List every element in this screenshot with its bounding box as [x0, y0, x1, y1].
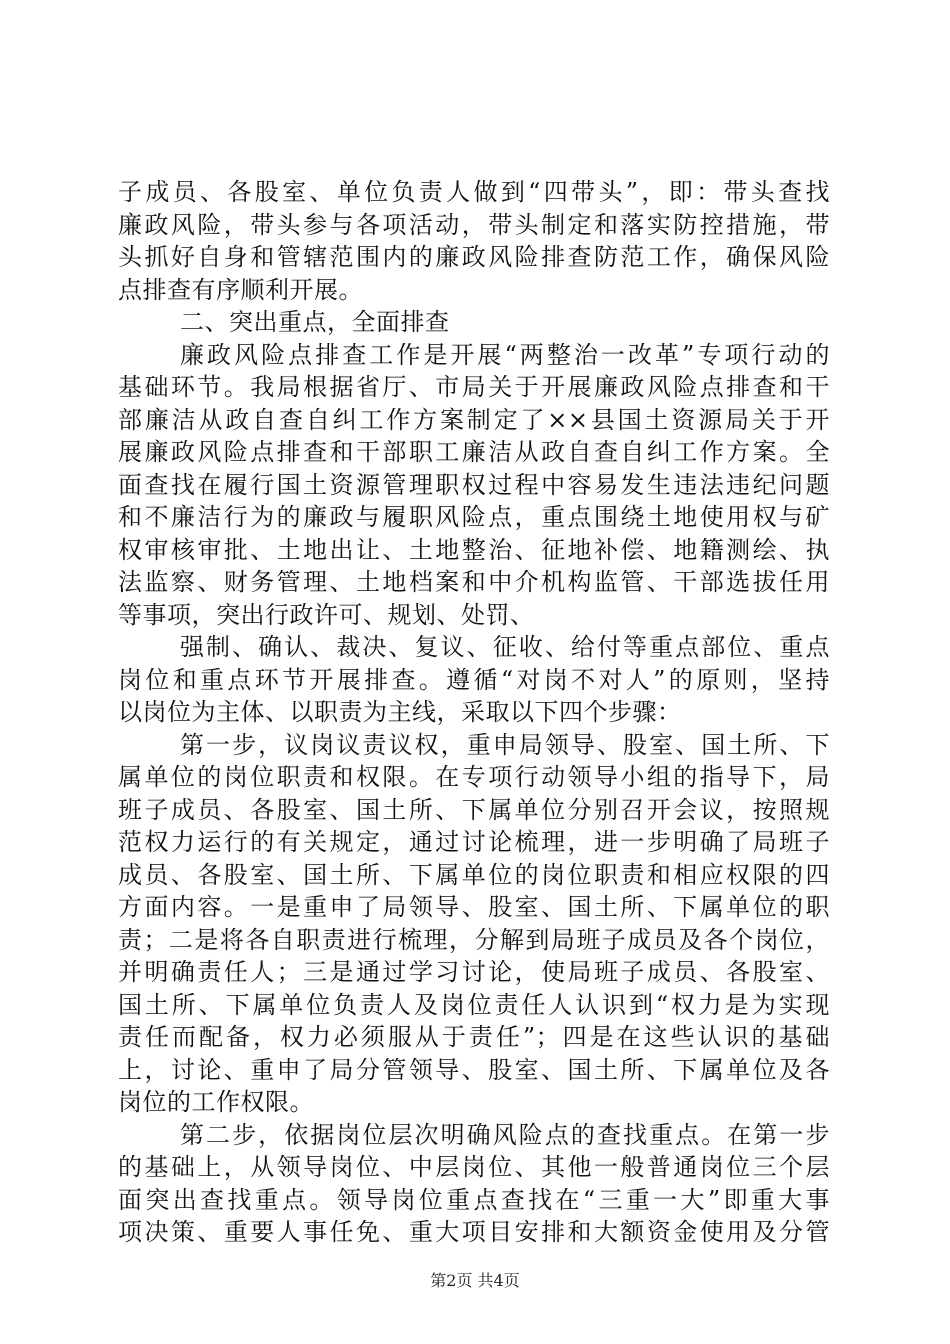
text-line: 基础环节。我局根据省厅、市局关于开展廉政风险点排查和干	[118, 373, 830, 401]
page-footer: 第2页 共4页	[430, 1271, 520, 1290]
text-line: 权审核审批、土地出让、土地整治、征地补偿、地籍测绘、执	[118, 535, 830, 564]
text-line: 项决策、重要人事任免、重大项目安排和大额资金使用及分管	[118, 1218, 830, 1246]
text-line: 廉政风险，带头参与各项活动，带头制定和落实防控措施，带	[118, 210, 830, 239]
text-line: 廉政风险点排查工作是开展“两整治一改革”专项行动的	[180, 340, 830, 369]
document-body	[118, 176, 830, 1249]
text-line: 点排查有序顺利开展。	[118, 275, 363, 304]
text-line: 属单位的岗位职责和权限。在专项行动领导小组的指导下，局	[118, 763, 830, 791]
text-line: 岗位的工作权限。	[118, 1088, 314, 1116]
text-line: 成员、各股室、国土所、下属单位的岗位职责和相应权限的四	[118, 860, 830, 889]
text-line: 法监察、财务管理、土地档案和中介机构监管、干部选拔任用	[118, 568, 830, 596]
text-line: 的基础上，从领导岗位、中层岗位、其他一般普通岗位三个层	[118, 1153, 830, 1181]
text-line: 上，讨论、重申了局分管领导、股室、国土所、下属单位及各	[118, 1055, 830, 1084]
text-line: 强制、确认、裁决、复议、征收、给付等重点部位、重点	[180, 633, 830, 661]
text-line: 第二步，依据岗位层次明确风险点的查找重点。在第一步	[180, 1120, 830, 1149]
text-line: 责任而配备，权力必须服从于责任”；四是在这些认识的基础	[118, 1023, 830, 1051]
text-line: 等事项，突出行政许可、规划、处罚、	[118, 600, 535, 629]
text-line: 范权力运行的有关规定，通过讨论梳理，进一步明确了局班子	[118, 828, 830, 856]
text-line: 第一步，议岗议责议权，重申局领导、股室、国土所、下	[180, 730, 830, 759]
text-line: 以岗位为主体、以职责为主线，采取以下四个步骤：	[118, 698, 682, 726]
text-line: 面查找在履行国土资源管理职权过程中容易发生违法违纪问题	[118, 470, 830, 499]
text-line: 部廉洁从政自查自纠工作方案制定了××县国土资源局关于开	[118, 405, 830, 434]
text-line: 面突出查找重点。领导岗位重点查找在“三重一大”即重大事	[118, 1185, 830, 1214]
text-line: 责；二是将各自职责进行梳理，分解到局班子成员及各个岗位，	[118, 925, 830, 954]
text-line: 岗位和重点环节开展排查。遵循“对岗不对人”的原则，坚持	[118, 665, 830, 694]
text-line: 并明确责任人；三是通过学习讨论，使局班子成员、各股室、	[118, 958, 830, 986]
text-line: 国土所、下属单位负责人及岗位责任人认识到“权力是为实现	[118, 990, 830, 1019]
text-line: 二、突出重点，全面排查	[180, 308, 450, 336]
text-line: 方面内容。一是重申了局领导、股室、国土所、下属单位的职	[118, 893, 830, 921]
text-line: 班子成员、各股室、国土所、下属单位分别召开会议，按照规	[118, 795, 830, 824]
text-line: 子成员、各股室、单位负责人做到“四带头”，即：带头查找	[118, 178, 830, 206]
text-line: 头抓好自身和管辖范围内的廉政风险排查防范工作，确保风险	[118, 243, 830, 271]
text-line: 展廉政风险点排查和干部职工廉洁从政自查自纠工作方案。全	[118, 438, 830, 466]
text-line: 和不廉洁行为的廉政与履职风险点，重点围绕土地使用权与矿	[118, 503, 830, 531]
